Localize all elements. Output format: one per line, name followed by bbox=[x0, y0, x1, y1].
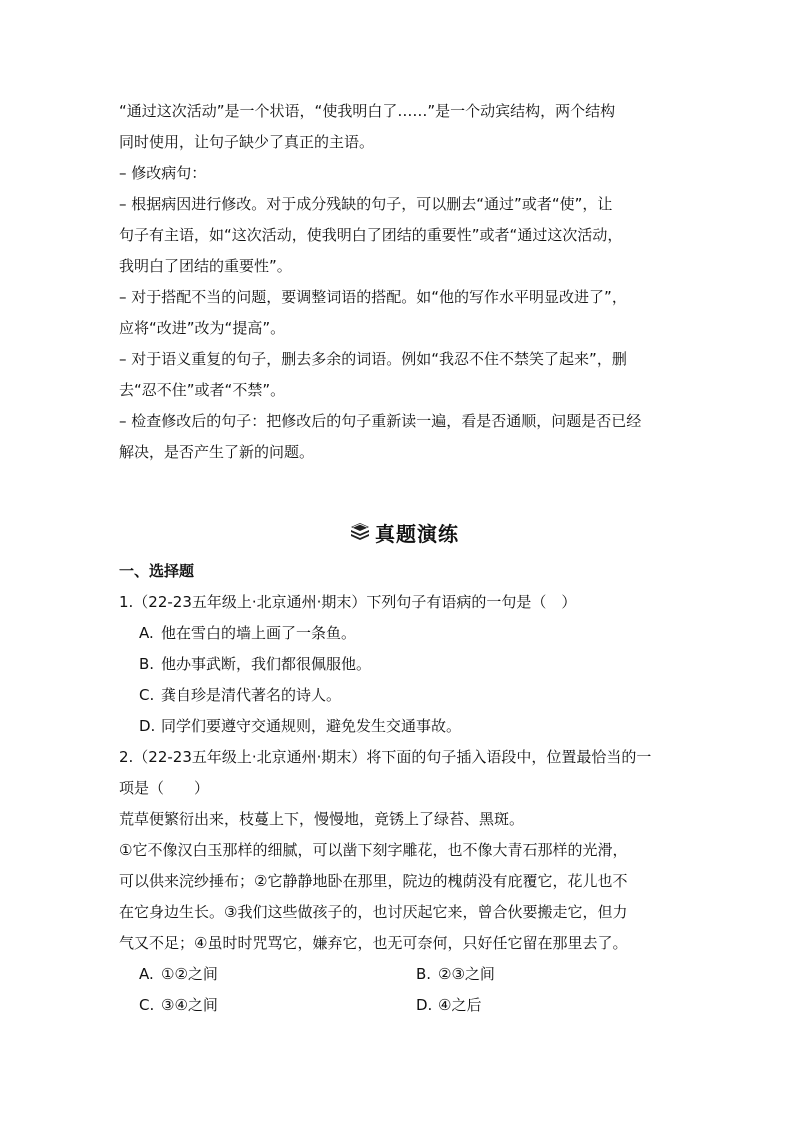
explanation-block bbox=[119, 96, 679, 468]
page-content bbox=[119, 96, 679, 1021]
passage-line: 气又不足；④虽时时咒骂它，嫌弃它，也无可奈何，只好任它留在那里去了。 bbox=[119, 934, 628, 952]
section-title bbox=[119, 512, 679, 552]
section-title-text: 真题演练 bbox=[375, 521, 459, 546]
option-b[interactable]: B. ②③之间 bbox=[416, 965, 495, 983]
category-heading: 一、选择题 bbox=[119, 562, 195, 580]
explanation-line: – 修改病句： bbox=[119, 164, 207, 182]
options-row bbox=[119, 990, 679, 1021]
question-stem: 项是（ ） bbox=[119, 779, 210, 797]
explanation-line: 我明白了团结的重要性”。 bbox=[119, 257, 292, 275]
explanation-line: – 对于语义重复的句子，删去多余的词语。例如“我忍不住不禁笑了起来”，删 bbox=[119, 350, 627, 368]
options-row bbox=[119, 959, 679, 990]
question-1 bbox=[119, 587, 679, 742]
explanation-line: 去“忍不住”或者“不禁”。 bbox=[119, 381, 286, 399]
option-a[interactable]: A. ①②之间 bbox=[139, 965, 218, 983]
books-icon bbox=[349, 522, 371, 542]
option-d[interactable]: D. ④之后 bbox=[416, 996, 482, 1014]
passage-line: 可以供来浣纱捶布；②它静静地卧在那里，院边的槐荫没有庇覆它，花儿也不 bbox=[119, 872, 628, 890]
passage-line: ①它不像汉白玉那样的细腻，可以凿下刻字雕花，也不像大青石那样的光滑， bbox=[119, 841, 628, 859]
insert-sentence: 荒草便繁衍出来，枝蔓上下，慢慢地，竟锈上了绿苔、黑斑。 bbox=[119, 810, 525, 828]
explanation-line: 句子有主语，如“这次活动，使我明白了团结的重要性”或者“通过这次活动， bbox=[119, 226, 623, 244]
passage-line: 在它身边生长。③我们这些做孩子的，也讨厌起它来，曾合伙要搬走它，但力 bbox=[119, 903, 628, 921]
option-d[interactable]: D. 同学们要遵守交通规则，避免发生交通事故。 bbox=[139, 717, 462, 735]
question-stem: 2.（22-23五年级上·北京通州·期末）将下面的句子插入语段中，位置最恰当的一 bbox=[119, 748, 652, 766]
option-a[interactable]: A. 他在雪白的墙上画了一条鱼。 bbox=[139, 624, 357, 642]
explanation-line: – 根据病因进行修改。对于成分残缺的句子，可以删去“通过”或者“使”，让 bbox=[119, 195, 613, 213]
explanation-line: 解决，是否产生了新的问题。 bbox=[119, 443, 315, 461]
explanation-line: 同时使用，让句子缺少了真正的主语。 bbox=[119, 133, 375, 151]
explanation-line: – 对于搭配不当的问题，要调整词语的搭配。如“他的写作水平明显改进了”， bbox=[119, 288, 627, 306]
option-b[interactable]: B. 他办事武断，我们都很佩服他。 bbox=[139, 655, 372, 673]
question-2 bbox=[119, 742, 679, 1021]
option-c[interactable]: C. ③④之间 bbox=[139, 996, 218, 1014]
question-stem: 1.（22-23五年级上·北京通州·期末）下列句子有语病的一句是（ ） bbox=[119, 593, 577, 611]
explanation-line: “通过这次活动”是一个状语，“使我明白了……”是一个动宾结构，两个结构 bbox=[119, 102, 616, 120]
explanation-line: 应将“改进”改为“提高”。 bbox=[119, 319, 286, 337]
option-c[interactable]: C. 龚自珍是清代著名的诗人。 bbox=[139, 686, 342, 704]
explanation-line: – 检查修改后的句子：把修改后的句子重新读一遍，看是否通顺，问题是否已经 bbox=[119, 412, 642, 430]
